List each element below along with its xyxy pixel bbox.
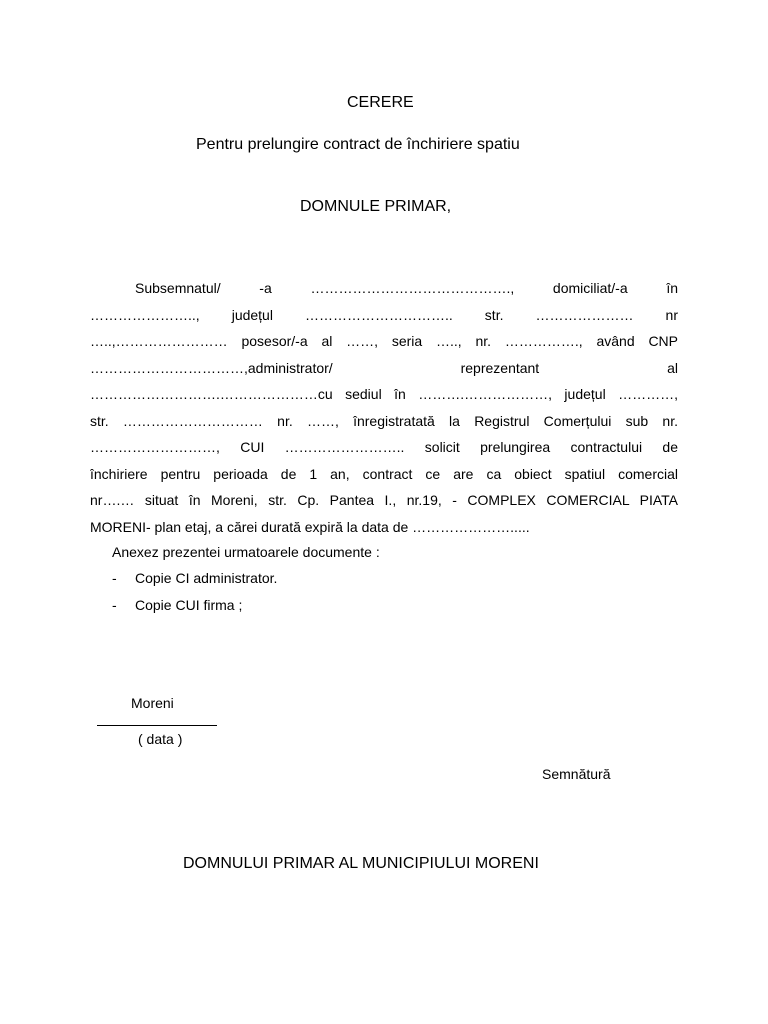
document-title: CERERE <box>347 94 414 111</box>
addressee: DOMNULUI PRIMAR AL MUNICIPIULUI MORENI <box>183 855 539 872</box>
request-paragraph <box>90 275 678 540</box>
salutation: DOMNULE PRIMAR, <box>300 198 452 215</box>
list-dash: - <box>112 597 117 613</box>
paragraph-line: …..,…………………… posesor/-a al ……, seria ….., nr. ……………., având CNP <box>90 333 678 349</box>
annex-intro: Anexez prezentei urmatoarele documente : <box>112 544 380 560</box>
paragraph-line: ……………………….…………………cu sediul în ……….………………, județul …………, <box>90 386 678 402</box>
paragraph-line: ………………………, CUI …………………….. solicit prelungirea contractului de <box>90 439 678 455</box>
date-underline <box>97 725 217 726</box>
paragraph-line: nr….… situat în Moreni, str. Cp. Pantea I., nr.19, - COMPLEX COMERCIAL PIATA <box>90 492 678 508</box>
paragraph-line: ……………………………,administrator/ reprezentant al <box>90 359 678 376</box>
paragraph-line: Subsemnatul/ -a ……………………………………., domiciliat/-a în <box>135 280 678 296</box>
paragraph-line: ………………….., județul ………………………….. str. ………………… nr <box>90 306 678 323</box>
signature-label: Semnătură <box>542 766 611 782</box>
list-item-text: Copie CI administrator. <box>135 570 278 586</box>
list-item <box>0 597 768 617</box>
list-dash: - <box>112 570 117 586</box>
date-label: ( data ) <box>138 731 183 747</box>
paragraph-line: închiriere pentru perioada de 1 an, contract ce are ca obiect spatiul comercial <box>90 465 678 482</box>
paragraph-line: str. ………………………… nr. ……, înregistratată la Registrul Comerțului sub nr. <box>90 412 678 429</box>
list-item <box>0 570 768 590</box>
paragraph-line: MORENI- plan etaj, a cărei durată expiră la data de …………………..... <box>90 518 530 535</box>
place-name: Moreni <box>131 695 174 711</box>
list-item-text: Copie CUI firma ; <box>135 597 243 613</box>
document-subtitle: Pentru prelungire contract de închiriere spatiu <box>196 136 520 153</box>
